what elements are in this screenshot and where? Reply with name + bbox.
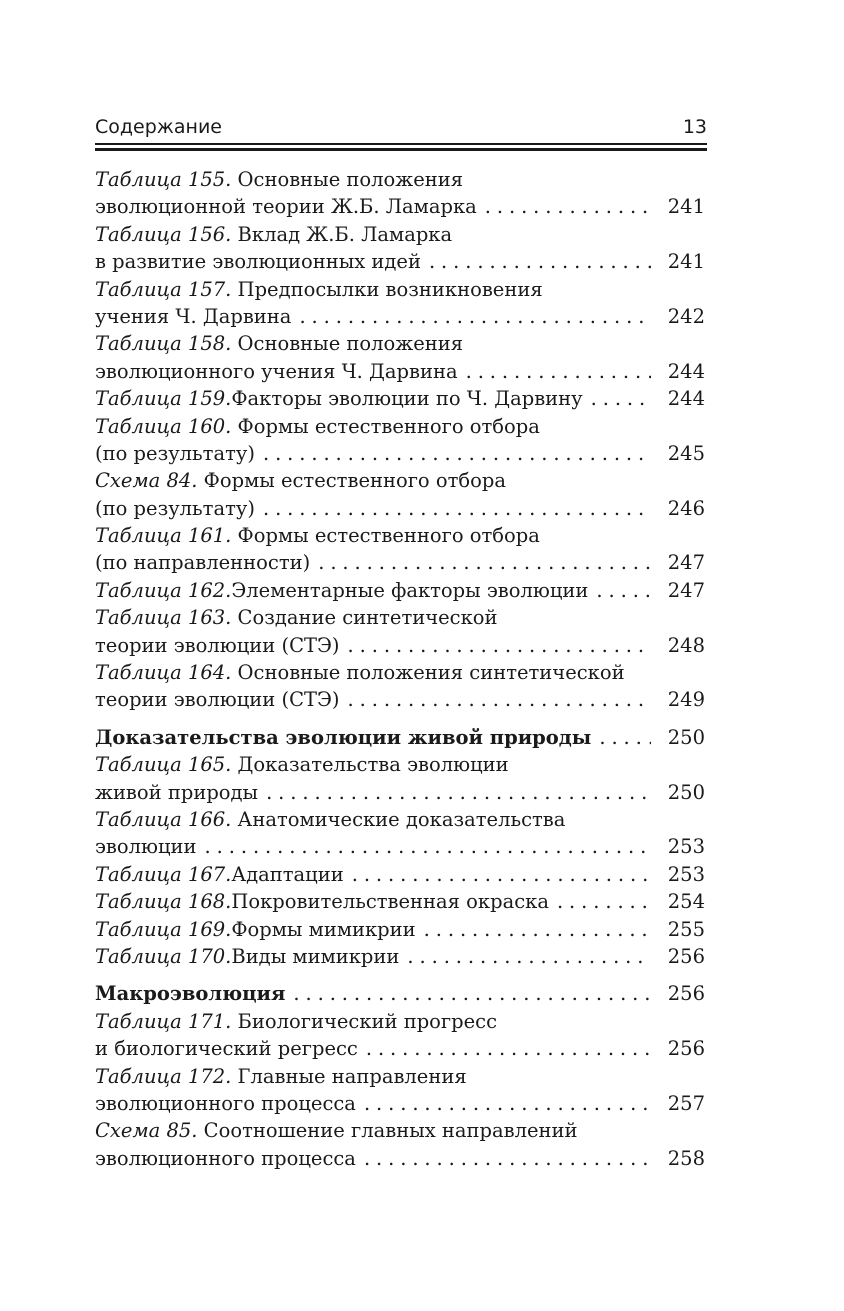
toc-entry-title: Формы естественного отбора [197,469,506,493]
dot-leader [424,916,651,943]
toc-entry-title: Соотношение главных направлений [197,1119,578,1143]
toc-entry-title: Адаптации [231,862,344,886]
toc-entry-title-continued: в развитие эволюционных идей [95,250,421,274]
toc-entry-label: Таблица 156. [95,222,232,246]
toc-entry-heading-line [95,221,705,248]
toc-entry-page-number: 254 [667,890,705,914]
toc-entry-page-number: 241 [667,195,705,219]
toc-entry-label: Таблица 157. [95,277,232,301]
toc-entry[interactable] [95,604,705,659]
toc-entry[interactable] [95,1063,705,1118]
dot-leader [599,724,651,751]
toc-entry-heading-line [95,751,705,778]
toc-entry-label: Таблица 172. [95,1064,232,1088]
toc-entry[interactable] [95,1117,705,1172]
toc-entry-page-number: 244 [667,387,705,411]
dot-leader [407,943,651,970]
toc-entry[interactable] [95,659,705,714]
toc-entry-line [95,861,705,888]
toc-entry[interactable] [95,751,705,806]
toc-entry-page-number: 246 [667,496,705,520]
toc-entry-title-continued: теории эволюции (СТЭ) [95,688,340,712]
toc-entry-page-number: 253 [667,862,705,886]
toc-entry-title: Формы естественного отбора [231,414,540,438]
toc-entry-title: Основные положения синтетической [231,661,625,685]
toc-entry-label: Таблица 162. [95,578,232,602]
section-spacer [95,714,705,724]
toc-entry-line [95,577,705,604]
toc-entry-continuation-line [95,632,705,659]
toc-entry-continuation-line [95,303,705,330]
toc-entry-label: Таблица 167. [95,862,232,886]
dot-leader [318,549,651,576]
toc-entry-heading-line [95,1063,705,1090]
toc-entry-heading-line [95,413,705,440]
toc-entry-page-number: 247 [667,578,705,602]
toc-entry-continuation-line [95,779,705,806]
dot-leader [591,385,651,412]
toc-entry-label: Таблица 159. [95,387,232,411]
toc-entry[interactable] [95,1008,705,1063]
toc-entry-title: Предпосылки возникновения [231,277,543,301]
toc-entry-label: Таблица 163. [95,606,232,630]
toc-entry-heading-line [95,659,705,686]
toc-entry-heading-line [95,467,705,494]
toc-entry-page-number: 257 [667,1091,705,1115]
toc-entry-heading-line [95,604,705,631]
toc-entry-heading-line [95,1008,705,1035]
toc-entry-label: Таблица 164. [95,661,232,685]
toc-entry-page-number: 258 [667,1146,705,1170]
dot-leader [466,358,651,385]
toc-entry-continuation-line [95,549,705,576]
dot-leader [205,833,651,860]
toc-section-heading[interactable] [95,980,705,1007]
toc-section-title: Макроэволюция [95,982,286,1006]
dot-leader [348,686,651,713]
dot-leader [596,577,651,604]
toc-entry-heading-line [95,166,705,193]
toc-entry-continuation-line [95,440,705,467]
toc-entry-title: Доказательства эволюции [231,753,509,777]
toc-section-heading[interactable] [95,724,705,751]
toc-entry-continuation-line [95,1090,705,1117]
toc-entry[interactable] [95,888,705,915]
toc-entry-label: Схема 85. [95,1119,198,1143]
toc-entry-title-continued: эволюционного процесса [95,1146,356,1170]
toc-entry-label: Таблица 158. [95,332,232,356]
toc-entry[interactable] [95,943,705,970]
toc-entry-page-number: 250 [667,780,705,804]
toc-section-page-number: 250 [667,725,705,749]
toc-entry-page-number: 253 [667,835,705,859]
toc-entry[interactable] [95,330,705,385]
toc-entry-title-continued: учения Ч. Дарвина [95,304,292,328]
toc-entry-page-number: 256 [667,1037,705,1061]
toc-entry-heading-line [95,522,705,549]
toc-entry[interactable] [95,861,705,888]
toc-section-page-number: 256 [667,982,705,1006]
toc-entry-continuation-line [95,833,705,860]
dot-leader [263,495,651,522]
toc-entry-label: Таблица 155. [95,168,232,191]
toc-entry-page-number: 256 [667,944,705,968]
toc-entry-title-continued: эволюционной теории Ж.Б. Ламарка [95,195,477,219]
toc-entry-title: Покровительственная окраска [231,890,549,914]
toc-entry-page-number: 244 [667,359,705,383]
toc-entry[interactable] [95,522,705,577]
toc-entry-title: Факторы эволюции по Ч. Дарвину [231,387,583,411]
toc-entry-label: Таблица 170. [95,944,232,968]
toc-entry-title: Основные положения [231,332,464,356]
toc-entry[interactable] [95,916,705,943]
toc-entry-title-continued: и биологический регресс [95,1037,358,1061]
toc-entry-title: Биологический прогресс [231,1009,497,1033]
toc-entry-label: Таблица 171. [95,1009,232,1033]
toc-entry-line [95,888,705,915]
toc-entry-title-continued: (по результату) [95,496,255,520]
toc-entry-page-number: 247 [667,551,705,575]
toc-entry-label: Таблица 160. [95,414,232,438]
toc-entry-heading-line [95,1117,705,1144]
toc-entry-heading-line [95,330,705,357]
toc-entry-title: Вклад Ж.Б. Ламарка [231,222,453,246]
dot-leader [293,980,651,1007]
toc-entry-heading-line [95,806,705,833]
toc-entry-continuation-line [95,1145,705,1172]
toc-entry-line [95,916,705,943]
toc-entry[interactable] [95,221,705,276]
dot-leader [364,1145,651,1172]
dot-leader [557,888,651,915]
dot-leader [348,632,651,659]
header-rule-thick [95,148,707,151]
toc-entry-line [95,943,705,970]
toc-entry-continuation-line [95,686,705,713]
toc-entry-continuation-line [95,495,705,522]
toc-entry[interactable] [95,413,705,468]
section-spacer [95,970,705,980]
toc-entry-title-continued: (по результату) [95,441,255,465]
toc-entry-continuation-line [95,193,705,220]
toc-entry-title: Основные положения [231,168,464,191]
toc-entry-title: Главные направления [231,1064,467,1088]
toc-entry-title: Создание синтетической [231,606,498,630]
toc-entry-page-number: 249 [667,688,705,712]
toc-entry-label: Таблица 169. [95,917,232,941]
toc-entry-title-continued: эволюционного процесса [95,1091,356,1115]
toc-entry-continuation-line [95,358,705,385]
toc-entry-page-number: 245 [667,441,705,465]
dot-leader [352,861,651,888]
dot-leader [299,303,651,330]
header-rule-thin [95,143,707,145]
toc-entry-title-continued: (по направленности) [95,551,311,575]
toc-entry-label: Таблица 166. [95,807,232,831]
toc-entry-page-number: 255 [667,917,705,941]
toc-entry-title: Виды мимикрии [231,944,400,968]
toc-entry-title: Формы мимикрии [231,917,416,941]
dot-leader [366,1035,651,1062]
toc-entry-title-continued: теории эволюции (СТЭ) [95,633,340,657]
toc-entry-heading-line [95,276,705,303]
toc-entry[interactable] [95,166,705,221]
table-of-contents [95,166,705,1172]
dot-leader [263,440,651,467]
dot-leader [485,193,651,220]
toc-entry-title-continued: эволюции [95,835,197,859]
toc-entry-label: Таблица 168. [95,890,232,914]
toc-entry-title: Элементарные факторы эволюции [231,578,589,602]
toc-entry-title-continued: живой природы [95,780,259,804]
toc-entry-label: Схема 84. [95,469,198,493]
dot-leader [266,779,651,806]
toc-entry-title: Анатомические доказательства [231,807,566,831]
toc-entry[interactable] [95,577,705,604]
toc-entry-title-continued: эволюционного учения Ч. Дарвина [95,359,458,383]
toc-entry-label: Таблица 165. [95,753,232,777]
toc-entry[interactable] [95,806,705,861]
toc-entry-continuation-line [95,248,705,275]
toc-entry-page-number: 248 [667,633,705,657]
dot-leader [364,1090,651,1117]
toc-entry[interactable] [95,276,705,331]
toc-entry-line [95,385,705,412]
toc-entry-continuation-line [95,1035,705,1062]
toc-entry-title: Формы естественного отбора [231,524,540,548]
toc-entry-page-number: 241 [667,250,705,274]
dot-leader [429,248,651,275]
page-number: 13 [682,116,707,138]
running-head-title: Содержание [95,116,222,138]
toc-entry[interactable] [95,467,705,522]
toc-section-title: Доказательства эволюции живой природы [95,725,592,749]
toc-entry[interactable] [95,385,705,412]
toc-entry-label: Таблица 161. [95,524,232,548]
toc-entry-page-number: 242 [667,304,705,328]
